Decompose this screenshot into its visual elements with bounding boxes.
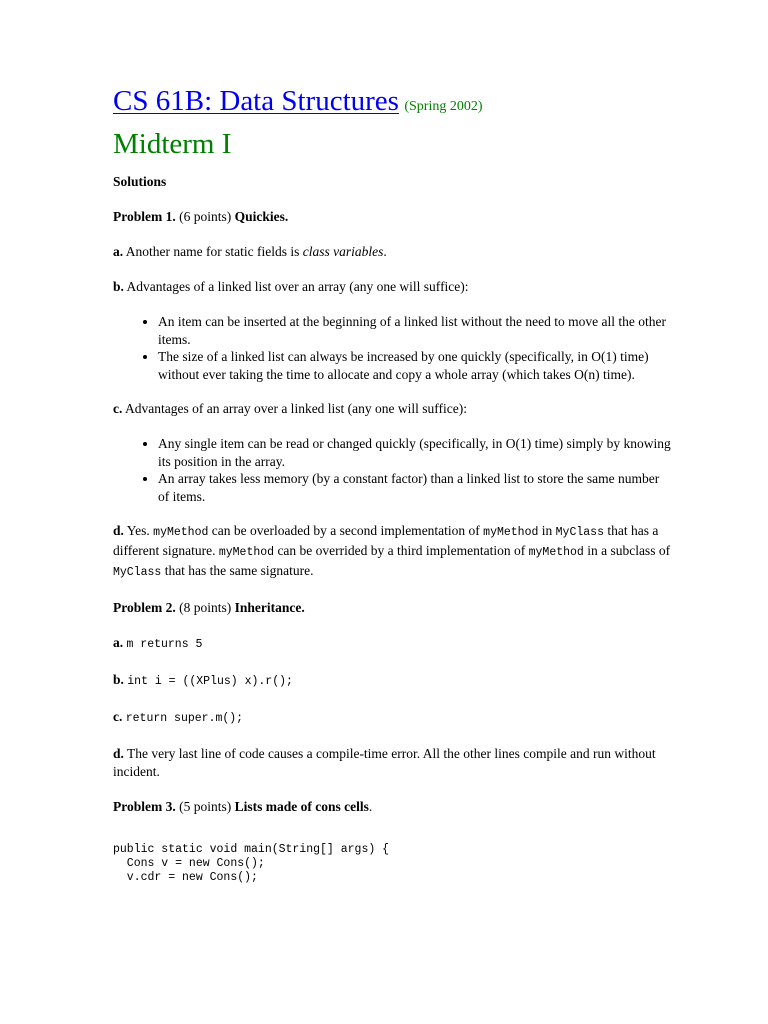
problem3-points: (5 points) [179, 799, 232, 814]
problem1-a-emphasis: class variables [302, 244, 384, 259]
list-item: • An array takes less memory (by a constant factor) than a linked list to store the same number of items. [158, 470, 673, 505]
problem1-d-text: Yes. [126, 523, 150, 538]
problem2-d-text: The very last line of code causes a compile-time error. All the other lines compile and run without incident. [113, 746, 656, 779]
problem1-a-label: a. [113, 244, 124, 259]
code-mymethod: myMethod [528, 546, 584, 559]
problem1-c [113, 400, 673, 418]
code-line: v.cdr = new Cons(); [113, 871, 258, 884]
code-line: public static void main(String[] args) { [113, 843, 390, 856]
exam-title: Midterm I [113, 128, 232, 160]
problem1-d-text: that has the same signature. [164, 563, 314, 578]
problem2-d [113, 745, 673, 781]
list-item: • Any single item can be read or changed quickly (specifically, in O(1) time) simply by knowing its position in the array. [158, 435, 673, 470]
code-mymethod: myMethod [153, 526, 209, 539]
title-line [113, 85, 673, 128]
problem1-c-label: c. [113, 401, 123, 416]
course-title-link[interactable]: CS 61B: Data Structures [113, 85, 399, 117]
problem1-a [113, 243, 673, 261]
problem1-a-text: Another name for static fields is [125, 244, 300, 259]
problem2-label: Problem 2. [113, 600, 176, 615]
problem1-title: Quickies. [234, 209, 289, 224]
code-myclass: MyClass [555, 526, 604, 539]
problem1-points: (6 points) [179, 209, 232, 224]
problem1-d-text: can be overloaded by a second implementation of [211, 523, 480, 538]
list-item: • An item can be inserted at the beginning of a linked list without the need to move all the other items. [158, 313, 673, 348]
problem2-b-code: int i = ((XPlus) x).r(); [127, 675, 293, 688]
code-myclass: MyClass [113, 566, 162, 579]
problem2-c [113, 708, 673, 728]
problem2-heading [113, 599, 673, 617]
problem1-b-label: b. [113, 279, 124, 294]
problem1-b-list [113, 313, 673, 383]
document-page [113, 85, 673, 885]
problem1-d-text: can be overrided by a third implementation of [277, 543, 526, 558]
problem2-b-label: b. [113, 672, 124, 687]
list-item: • The size of a linked list can always be increased by one quickly (specifically, in O(1) time) without ever taking the time to allocate and copy a whole array (which takes O(n) time). [158, 348, 673, 383]
problem3-code-block [113, 843, 673, 885]
problem3-heading [113, 798, 673, 816]
problem2-title: Inheritance. [234, 600, 305, 615]
problem2-points: (8 points) [179, 600, 232, 615]
problem3-label: Problem 3. [113, 799, 176, 814]
problem3-end: . [368, 799, 373, 814]
term-label: (Spring 2002) [404, 99, 483, 114]
problem1-d-text: in a subclass of [587, 543, 671, 558]
problem2-a [113, 634, 673, 654]
problem1-d [113, 522, 673, 582]
problem1-b-text: Advantages of a linked list over an array (any one will suffice): [126, 279, 469, 294]
problem1-d-text: that has a different signature. [113, 523, 659, 558]
problem1-d-label: d. [113, 523, 124, 538]
problem1-c-list [113, 435, 673, 505]
problem2-b [113, 671, 673, 691]
problem2-a-label: a. [113, 635, 124, 650]
problem1-a-end: . [383, 244, 387, 259]
problem2-a-code: m returns 5 [126, 638, 203, 651]
problem1-label: Problem 1. [113, 209, 176, 224]
problem2-d-label: d. [113, 746, 124, 761]
problem1-c-text: Advantages of an array over a linked list (any one will suffice): [125, 401, 468, 416]
problem2-c-label: c. [113, 709, 123, 724]
problem2-c-code: return super.m(); [125, 712, 244, 725]
solutions-label: Solutions [113, 174, 167, 189]
code-mymethod: myMethod [218, 546, 275, 559]
problem1-heading [113, 208, 673, 226]
code-line: Cons v = new Cons(); [113, 857, 265, 870]
problem1-b [113, 278, 673, 296]
solutions-heading [113, 173, 673, 191]
problem1-d-text: in [541, 523, 553, 538]
code-mymethod: myMethod [483, 526, 539, 539]
problem3-title: Lists made of cons cells [234, 799, 369, 814]
